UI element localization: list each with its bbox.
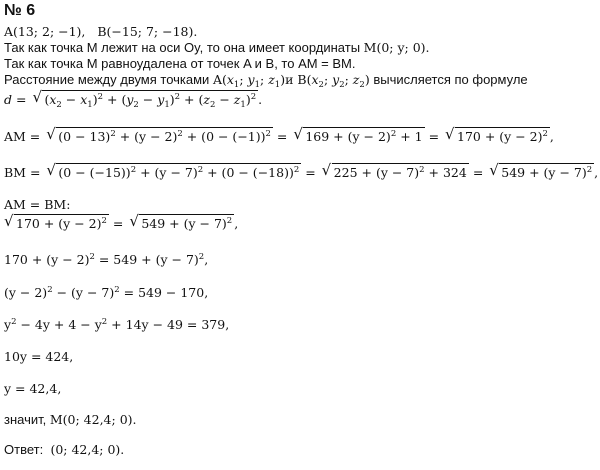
conclusion-line bbox=[4, 412, 137, 428]
given-points bbox=[4, 24, 197, 40]
am-equals-bm: AM = BM: bbox=[4, 197, 71, 212]
equation-step-5: y = 42,4, bbox=[4, 381, 62, 396]
conclusion-text: значит, bbox=[4, 412, 50, 427]
text-oy: Так как точка M лежит на оси Oy, то она имеет координаты bbox=[4, 40, 364, 55]
sqrt-equation: √ $170 + (y - 2)^2$ = √ $549 + (y - 7)^2$ , bbox=[4, 212, 239, 231]
equation-step-4: 10y = 424, bbox=[4, 349, 74, 364]
bm-equation: BM = √ $(0 - (-15))^2 + (y - 7)^2 + (0 - (-18))^2$ = √ $225 + (y - 7)^2 + 324$ = √ $549 + (y - 7)^2$ , bbox=[4, 161, 599, 180]
point-b: B(−15; 7; −18). bbox=[97, 24, 198, 39]
point-m-general: M(0; y; 0). bbox=[363, 40, 430, 55]
text-distance: Расстояние между двумя точками bbox=[4, 72, 213, 87]
distance-formula: d = √ $(x_2 - x_1)^2 + (y_2 - y_1)^2 + (z_2 - z_1)^2$ . bbox=[4, 88, 263, 110]
am-label: AM = bbox=[4, 129, 41, 144]
equation-step-3: $y^2 - 4y + 4 - y^2 + 14y - 49 = 379$, bbox=[4, 317, 230, 332]
answer-label: Ответ: bbox=[4, 442, 44, 457]
text-line-2: Так как точка M равноудалена от точек A и B, то AM = BM. bbox=[4, 56, 356, 71]
answer-value: (0; 42,4; 0). bbox=[50, 442, 125, 457]
text-line-3 bbox=[4, 72, 528, 88]
equation-step-1: $170 + (y - 2)^2 = 549 + (y - 7)^2$, bbox=[4, 252, 209, 267]
point-a: A(13; 2; −1), bbox=[4, 24, 86, 39]
points-general: $A(x_1$; $y_1$; $z_1)и$ $B(x_2$; $y_2$; $z_2$) bbox=[212, 72, 370, 90]
bm-label: BM = bbox=[4, 165, 41, 180]
text-line-1 bbox=[4, 40, 430, 56]
problem-number: № 6 bbox=[4, 2, 36, 19]
am-equation: AM = √ $(0 - 13)^2 + (y - 2)^2 + (0 - (-1))^2$ = √ $169 + (y - 2)^2 + 1$ = √ $170 + (y - 2)^2$ , bbox=[4, 125, 554, 144]
text-formula: вычисляется по формуле bbox=[373, 72, 528, 87]
answer-line bbox=[4, 442, 124, 458]
point-m-result: M(0; 42,4; 0). bbox=[49, 412, 137, 427]
equation-step-2: $(y - 2)^2 - (y - 7)^2 = 549 - 170$, bbox=[4, 285, 209, 300]
